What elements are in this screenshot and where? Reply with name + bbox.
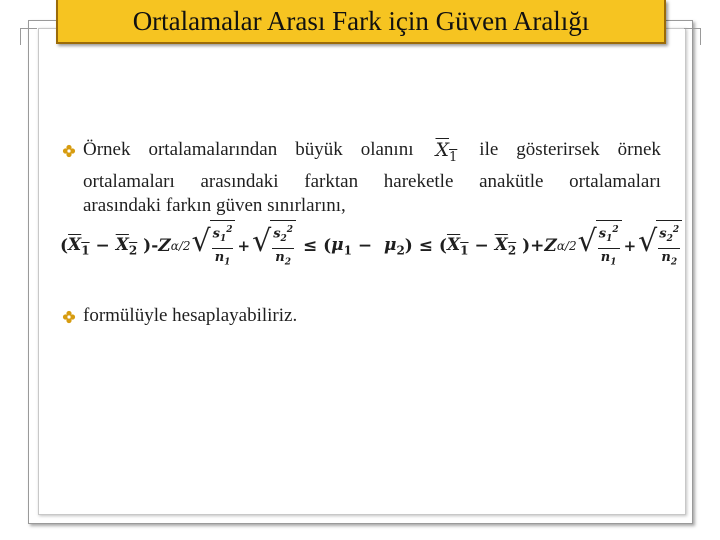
frame-corner-left (20, 28, 37, 45)
bullet-flower-icon (62, 144, 76, 156)
paragraph-line (83, 194, 661, 218)
frame-corner-right (684, 28, 701, 45)
title-banner (56, 0, 666, 44)
bullet-flower-icon (62, 310, 76, 322)
bullet-paragraph-2: formülüyle hesaplayabiliriz. (83, 305, 298, 326)
paragraph-line (83, 138, 661, 170)
word: gösterirsek (516, 139, 600, 160)
x1-bar-symbol: $X_1$ (435, 139, 458, 165)
word: Örnek (83, 139, 131, 160)
word: ortalamaları (83, 170, 175, 192)
word: arasındaki (200, 170, 279, 192)
confidence-interval-formula: ( $X_1$ − $X_2$ )- Z α/2 √ $\frac{s_1^2}{n_1}$ + √ $\frac{s_2^2}{n_2}$ ≤ ( $\mu_1$ − $\mu_2$ ) ≤ ( $X_1$ − $X_2$ )+ Z α/2 √ $\frac{s_1^2}{n_1}$ + √ $\frac{s_2^2}{n_2}$ (60, 220, 680, 272)
word: olanını (360, 139, 414, 160)
bullet-paragraph-1 (83, 138, 661, 218)
word: ile (479, 139, 499, 160)
paragraph-line (83, 170, 661, 194)
word: arasındaki farkın güven sınırlarını, (83, 194, 346, 216)
word: farktan (304, 170, 359, 192)
word: örnek (617, 139, 661, 160)
word: ortalamaları (569, 170, 661, 192)
word: hareketle (383, 170, 454, 192)
word: ortalamalarından (148, 139, 278, 160)
word: anakütle (479, 170, 544, 192)
word: büyük (295, 139, 343, 160)
slide-title: Ortalamalar Arası Fark için Güven Aralığı (132, 5, 590, 36)
